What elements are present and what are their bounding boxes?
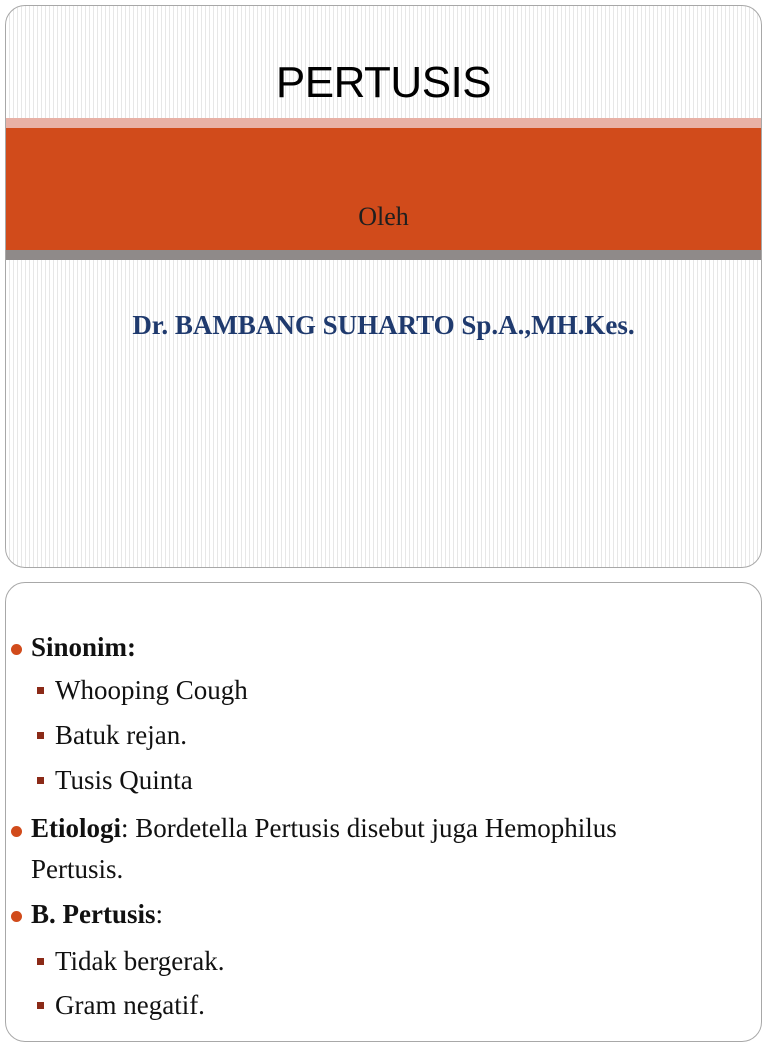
bullet-dot-icon: [11, 826, 22, 837]
square-bullet-icon: [37, 958, 44, 965]
bpertusis-label: B. Pertusis: [31, 899, 156, 929]
list-item-bpertusis: [31, 899, 163, 930]
square-bullet-icon: [37, 1002, 44, 1009]
slide-subtitle: Oleh: [358, 202, 409, 231]
list-item-etiologi: [31, 813, 617, 844]
bpertusis-colon: :: [155, 899, 164, 929]
sub-item: Whooping Cough: [55, 675, 248, 705]
sub-item: Tidak bergerak.: [55, 946, 225, 976]
accent-band-gray: [6, 250, 761, 260]
etiologi-text-continued: Pertusis.: [31, 854, 124, 884]
bullet-dot-icon: [11, 644, 22, 655]
bullet-dot-icon: [11, 911, 22, 922]
etiologi-text: : Bordetella Pertusis disebut juga Hemophilus: [121, 813, 617, 843]
slide-title: PERTUSIS: [275, 58, 492, 107]
square-bullet-icon: [37, 732, 44, 739]
author-name: Dr. BAMBANG SUHARTO Sp.A.,MH.Kes.: [132, 310, 635, 340]
square-bullet-icon: [37, 777, 44, 784]
title-slide: [5, 5, 762, 568]
sub-item: Gram negatif.: [55, 990, 205, 1020]
sinonim-label: Sinonim:: [31, 632, 137, 662]
etiologi-label: Etiologi: [31, 813, 122, 843]
accent-band-light: [6, 118, 761, 128]
square-bullet-icon: [37, 687, 44, 694]
content-slide: [5, 582, 762, 1042]
sub-item: Batuk rejan.: [55, 720, 187, 750]
list-item-sinonim: [31, 632, 136, 663]
sub-item: Tusis Quinta: [55, 765, 193, 795]
